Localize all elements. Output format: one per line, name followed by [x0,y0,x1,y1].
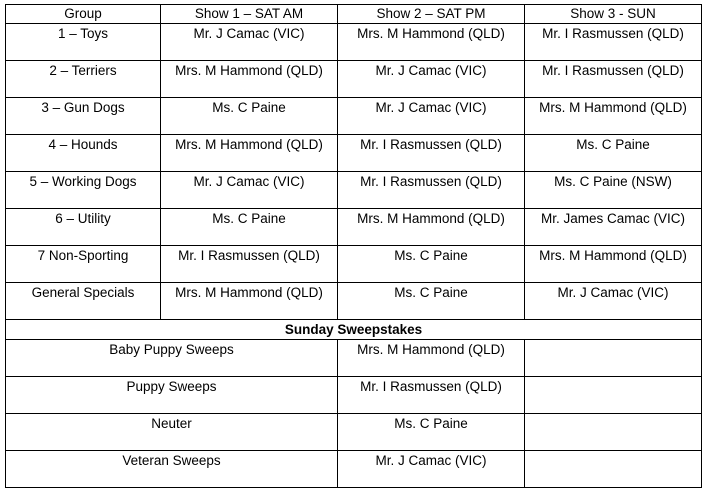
header-cell-show2: Show 2 – SAT PM [338,5,525,24]
empty-cell [525,377,702,414]
show3-judge-cell: Ms. C Paine (NSW) [525,172,702,209]
table-row [6,377,702,414]
empty-cell [525,414,702,451]
show2-judge-cell: Mr. J Camac (VIC) [338,98,525,135]
empty-cell [525,451,702,488]
show2-judge-cell: Mr. I Rasmussen (QLD) [338,172,525,209]
section-row [6,320,702,340]
group-name-cell: 5 – Working Dogs [6,172,161,209]
table-row [6,24,702,61]
header-row [6,5,702,24]
show1-judge-cell: Mrs. M Hammond (QLD) [161,283,338,320]
group-name-cell: 4 – Hounds [6,135,161,172]
judging-schedule-table [5,4,702,488]
header-cell-show3: Show 3 - SUN [525,5,702,24]
group-name-cell: 3 – Gun Dogs [6,98,161,135]
show1-judge-cell: Ms. C Paine [161,98,338,135]
show3-judge-cell: Mr. James Camac (VIC) [525,209,702,246]
group-name-cell: 1 – Toys [6,24,161,61]
sweeps-class-cell: Puppy Sweeps [6,377,338,414]
sweeps-class-cell: Veteran Sweeps [6,451,338,488]
show3-judge-cell: Mr. J Camac (VIC) [525,283,702,320]
table-row [6,61,702,98]
sweeps-judge-cell: Mr. J Camac (VIC) [338,451,525,488]
table-row [6,340,702,377]
table-row [6,98,702,135]
show1-judge-cell: Mrs. M Hammond (QLD) [161,61,338,98]
empty-cell [525,340,702,377]
show3-judge-cell: Mrs. M Hammond (QLD) [525,246,702,283]
sweeps-judge-cell: Ms. C Paine [338,414,525,451]
group-name-cell: 6 – Utility [6,209,161,246]
show3-judge-cell: Mrs. M Hammond (QLD) [525,98,702,135]
sweeps-judge-cell: Mrs. M Hammond (QLD) [338,340,525,377]
table-row [6,451,702,488]
sweeps-class-cell: Neuter [6,414,338,451]
show3-judge-cell: Mr. I Rasmussen (QLD) [525,61,702,98]
show2-judge-cell: Mr. I Rasmussen (QLD) [338,135,525,172]
sweeps-class-cell: Baby Puppy Sweeps [6,340,338,377]
header-cell-group: Group [6,5,161,24]
show1-judge-cell: Mr. J Camac (VIC) [161,172,338,209]
show1-judge-cell: Mr. J Camac (VIC) [161,24,338,61]
show2-judge-cell: Mrs. M Hammond (QLD) [338,24,525,61]
table-row [6,246,702,283]
show1-judge-cell: Mrs. M Hammond (QLD) [161,135,338,172]
show1-judge-cell: Ms. C Paine [161,209,338,246]
group-name-cell: 7 Non-Sporting [6,246,161,283]
table-row [6,209,702,246]
table-row [6,135,702,172]
table-row [6,283,702,320]
show3-judge-cell: Mr. I Rasmussen (QLD) [525,24,702,61]
show3-judge-cell: Ms. C Paine [525,135,702,172]
show2-judge-cell: Mr. J Camac (VIC) [338,61,525,98]
group-name-cell: General Specials [6,283,161,320]
show2-judge-cell: Mrs. M Hammond (QLD) [338,209,525,246]
table-row [6,172,702,209]
header-cell-show1: Show 1 – SAT AM [161,5,338,24]
table-row [6,414,702,451]
show2-judge-cell: Ms. C Paine [338,246,525,283]
show2-judge-cell: Ms. C Paine [338,283,525,320]
sweeps-judge-cell: Mr. I Rasmussen (QLD) [338,377,525,414]
show1-judge-cell: Mr. I Rasmussen (QLD) [161,246,338,283]
group-name-cell: 2 – Terriers [6,61,161,98]
sweepstakes-title: Sunday Sweepstakes [6,320,702,340]
